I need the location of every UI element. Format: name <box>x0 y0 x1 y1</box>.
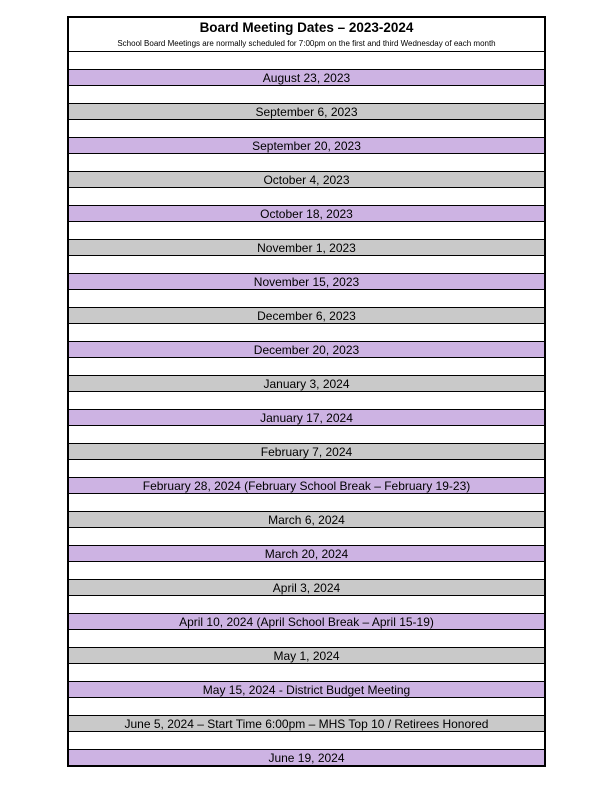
spacer-row <box>69 426 544 444</box>
meeting-dates-table <box>67 16 546 767</box>
spacer-row <box>69 664 544 682</box>
meeting-date-row: June 5, 2024 – Start Time 6:00pm – MHS Top 10 / Retirees Honored <box>69 716 544 732</box>
meeting-date-row: January 17, 2024 <box>69 410 544 426</box>
spacer-row <box>69 256 544 274</box>
spacer-row <box>69 358 544 376</box>
spacer-row <box>69 120 544 138</box>
spacer-row <box>69 392 544 410</box>
spacer-row <box>69 290 544 308</box>
spacer-row <box>69 222 544 240</box>
meeting-date-row: June 19, 2024 <box>69 750 544 766</box>
spacer-row <box>69 52 544 70</box>
meeting-date-row: April 3, 2024 <box>69 580 544 596</box>
spacer-row <box>69 596 544 614</box>
meeting-date-row: September 6, 2023 <box>69 104 544 120</box>
page-title: Board Meeting Dates – 2023-2024 <box>199 20 414 35</box>
meeting-date-row: April 10, 2024 (April School Break – April 15-19) <box>69 614 544 630</box>
spacer-row <box>69 188 544 206</box>
meeting-date-row: October 18, 2023 <box>69 206 544 222</box>
spacer-row <box>69 324 544 342</box>
meeting-date-row: November 1, 2023 <box>69 240 544 256</box>
meeting-date-row: February 7, 2024 <box>69 444 544 460</box>
spacer-row <box>69 494 544 512</box>
meeting-date-row: September 20, 2023 <box>69 138 544 154</box>
spacer-row <box>69 86 544 104</box>
page-subtitle: School Board Meetings are normally scheduled for 7:00pm on the first and third Wednesday of each month <box>117 39 496 48</box>
meeting-date-row: December 20, 2023 <box>69 342 544 358</box>
meeting-date-row: November 15, 2023 <box>69 274 544 290</box>
spacer-row <box>69 698 544 716</box>
meeting-date-row: March 6, 2024 <box>69 512 544 528</box>
table-header <box>69 18 544 52</box>
meeting-date-row: October 4, 2023 <box>69 172 544 188</box>
spacer-row <box>69 732 544 750</box>
spacer-row <box>69 630 544 648</box>
meeting-date-row: February 28, 2024 (February School Break – February 19-23) <box>69 478 544 494</box>
spacer-row <box>69 528 544 546</box>
spacer-row <box>69 154 544 172</box>
meeting-date-row: August 23, 2023 <box>69 70 544 86</box>
meeting-date-row: March 20, 2024 <box>69 546 544 562</box>
meeting-date-row: May 1, 2024 <box>69 648 544 664</box>
spacer-row <box>69 460 544 478</box>
meeting-date-row: January 3, 2024 <box>69 376 544 392</box>
meeting-date-row: May 15, 2024 - District Budget Meeting <box>69 682 544 698</box>
spacer-row <box>69 562 544 580</box>
meeting-date-row: December 6, 2023 <box>69 308 544 324</box>
